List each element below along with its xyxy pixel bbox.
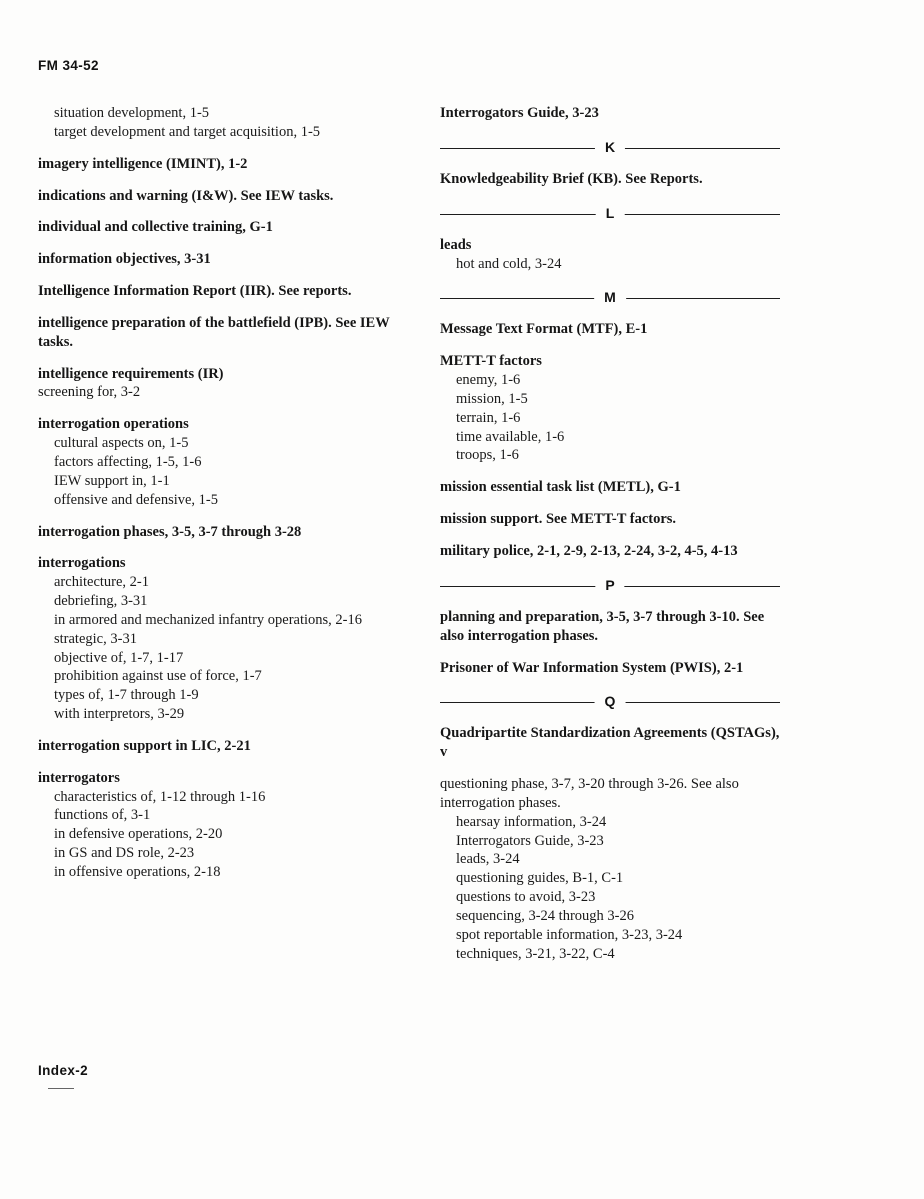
index-entry — [38, 282, 398, 301]
index-letter-divider — [440, 136, 780, 160]
index-entry-term: leads — [440, 236, 472, 253]
index-subentry: questions to avoid, 3-23 — [456, 889, 596, 906]
index-subentry: with interpretors, 3-29 — [54, 706, 185, 723]
index-entry — [440, 659, 780, 678]
index-subentry: offensive and defensive, 1-5 — [54, 491, 219, 508]
index-entry — [38, 187, 398, 206]
index-entry — [440, 478, 780, 497]
index-subentry: leads, 3-24 — [456, 851, 520, 868]
index-entry — [38, 769, 398, 882]
index-letter-label: L — [596, 202, 625, 224]
index-entry — [440, 724, 780, 762]
index-entry — [38, 554, 398, 724]
index-subentry: IEW support in, 1-1 — [54, 472, 170, 489]
index-letter-label: M — [594, 286, 626, 308]
index-entry — [440, 320, 780, 339]
page-header: FM 34-52 — [38, 58, 99, 73]
index-entry-term: questioning phase, 3-7, 3-20 through 3-26. See also interrogation phases. — [440, 776, 739, 811]
index-subentry: Interrogators Guide, 3-23 — [456, 832, 604, 849]
index-entry-term: Message Text Format (MTF), E-1 — [440, 321, 648, 338]
index-entry-term: imagery intelligence (IMINT), 1-2 — [38, 155, 248, 172]
index-entry — [440, 104, 780, 123]
index-entry-term: interrogation phases, 3-5, 3-7 through 3-28 — [38, 523, 302, 540]
index-entry-term: METT-T factors — [440, 353, 542, 370]
index-entry-subline: screening for, 3-2 — [38, 384, 141, 401]
index-subentry: functions of, 3-1 — [54, 807, 151, 824]
index-entry-term: mission essential task list (METL), G-1 — [440, 479, 681, 496]
index-entry — [38, 250, 398, 269]
index-entry-term: mission support. See METT-T factors. — [440, 511, 677, 528]
index-entry-term: interrogation operations — [38, 416, 189, 433]
index-letter-label: Q — [595, 690, 626, 712]
index-entry — [38, 155, 398, 174]
index-entry-term: Quadripartite Standardization Agreements (QSTAGs), v — [440, 725, 780, 761]
index-entry-term: Prisoner of War Information System (PWIS), 2-1 — [440, 659, 744, 676]
index-entry-term: individual and collective training, G-1 — [38, 219, 273, 236]
index-entry — [38, 365, 398, 403]
index-subentry: architecture, 2-1 — [54, 574, 150, 591]
index-subentry: strategic, 3-31 — [54, 630, 137, 647]
index-entry-term: intelligence preparation of the battlefield (IPB). See IEW tasks. — [38, 314, 390, 350]
index-subentry: questioning guides, B-1, C-1 — [456, 870, 624, 887]
index-subentry: techniques, 3-21, 3-22, C-4 — [456, 945, 615, 962]
index-entry — [38, 314, 398, 352]
index-column-left — [38, 104, 398, 895]
index-subentry: mission, 1-5 — [456, 390, 528, 407]
index-subentry: in offensive operations, 2-18 — [54, 864, 221, 880]
index-entry — [440, 352, 780, 465]
index-subentry: cultural aspects on, 1-5 — [54, 435, 189, 452]
index-entry-term: interrogations — [38, 555, 126, 572]
index-entry-term: indications and warning (I&W). See IEW tasks. — [38, 187, 334, 204]
index-letter-divider — [440, 286, 780, 310]
index-entry-term: interrogation support in LIC, 2-21 — [38, 737, 251, 754]
index-subentry: spot reportable information, 3-23, 3-24 — [456, 926, 683, 943]
index-entry-term: intelligence requirements (IR) — [38, 365, 224, 382]
index-subentry: hot and cold, 3-24 — [456, 255, 562, 272]
index-entry-term: Intelligence Information Report (IIR). See reports. — [38, 283, 352, 300]
index-letter-divider — [440, 202, 780, 226]
index-subentry: hearsay information, 3-24 — [456, 813, 607, 830]
index-entry — [38, 523, 398, 542]
index-subentry: troops, 1-6 — [456, 447, 519, 464]
footer-rule — [48, 1088, 74, 1089]
index-subentry: objective of, 1-7, 1-17 — [54, 649, 184, 666]
page-footer: Index-2 — [38, 1063, 89, 1078]
index-entry — [38, 415, 398, 509]
index-subentry: enemy, 1-6 — [456, 372, 521, 389]
index-entry — [440, 775, 780, 963]
index-entry — [38, 737, 398, 756]
index-letter-divider — [440, 574, 780, 598]
index-letter-label: K — [595, 136, 625, 158]
index-subentry: time available, 1-6 — [456, 428, 565, 445]
index-subentry: debriefing, 3-31 — [54, 593, 148, 610]
index-subentry: in defensive operations, 2-20 — [54, 826, 223, 843]
index-entry — [38, 104, 398, 142]
index-entry-term: planning and preparation, 3-5, 3-7 through 3-10. See also interrogation phases. — [440, 608, 765, 644]
index-entry — [38, 218, 398, 237]
index-letter-divider — [440, 690, 780, 714]
index-subentry: factors affecting, 1-5, 1-6 — [54, 453, 202, 470]
index-subentry: in armored and mechanized infantry operations, 2-16 — [54, 611, 363, 628]
index-letter-label: P — [595, 574, 624, 596]
index-entry — [440, 170, 780, 189]
index-subentry: in GS and DS role, 2-23 — [54, 845, 195, 862]
index-subentry: types of, 1-7 through 1-9 — [54, 687, 199, 704]
index-column-right — [440, 104, 780, 976]
index-entry-term: information objectives, 3-31 — [38, 251, 211, 268]
index-subentry: situation development, 1-5 — [54, 105, 210, 121]
index-entry — [440, 510, 780, 529]
index-subentry: terrain, 1-6 — [456, 409, 521, 426]
index-entry — [440, 608, 780, 646]
index-subentry: characteristics of, 1-12 through 1-16 — [54, 788, 266, 805]
index-entry-term: Interrogators Guide, 3-23 — [440, 105, 599, 121]
index-entry — [440, 236, 780, 274]
index-entry-term: interrogators — [38, 769, 120, 786]
index-entry-term: military police, 2-1, 2-9, 2-13, 2-24, 3-2, 4-5, 4-13 — [440, 542, 738, 559]
index-entry — [440, 542, 780, 561]
index-subentry: target development and target acquisition, 1-5 — [54, 123, 321, 140]
index-subentry: prohibition against use of force, 1-7 — [54, 668, 262, 685]
index-entry-term: Knowledgeability Brief (KB). See Reports. — [440, 170, 703, 187]
index-subentry: sequencing, 3-24 through 3-26 — [456, 907, 634, 924]
